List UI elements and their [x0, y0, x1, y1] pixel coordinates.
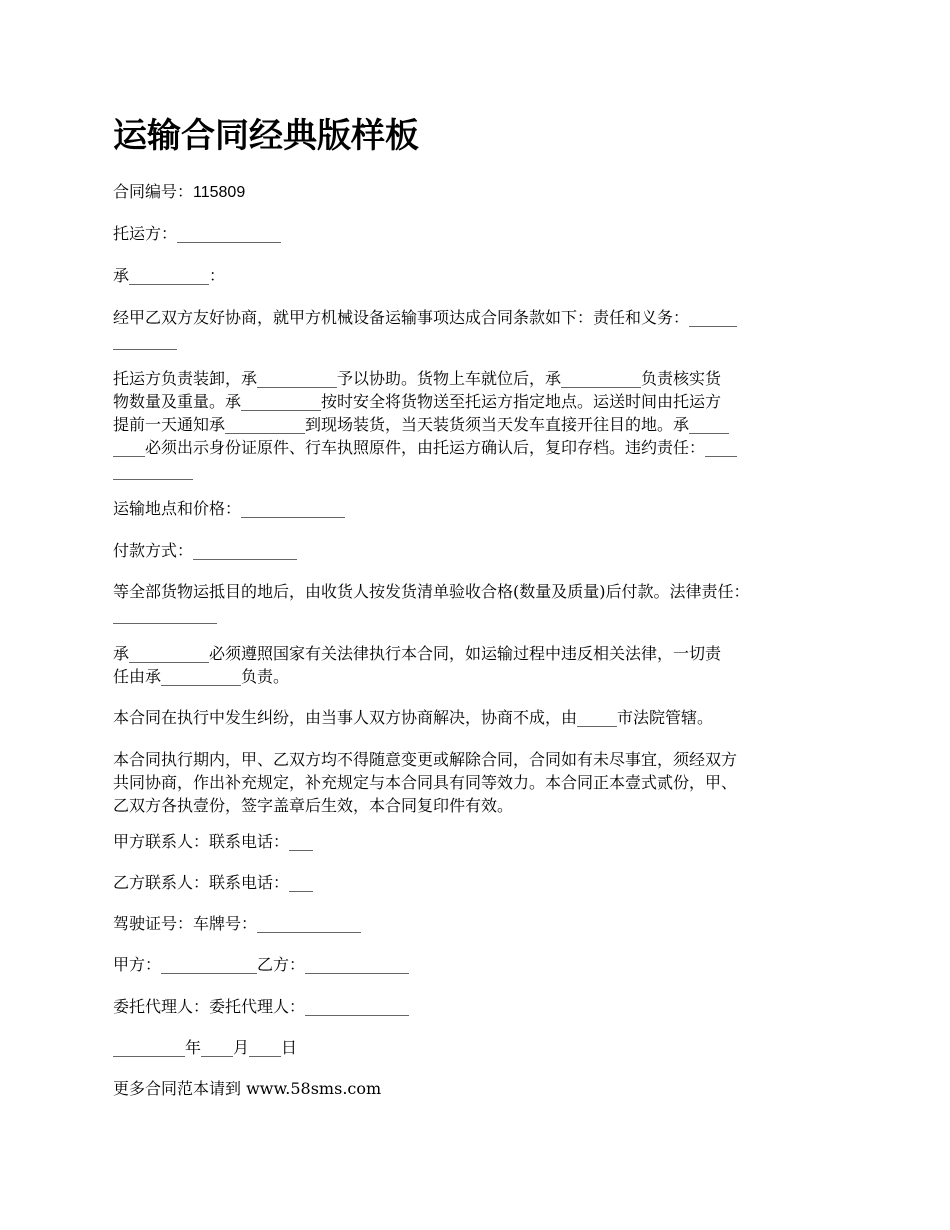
contract-number: [113, 180, 843, 204]
contract-number-label: 合同编号：: [113, 182, 194, 201]
carrier-line: 承__________：: [113, 266, 226, 285]
payment-terms-line: _____________: [113, 605, 217, 624]
payment-terms-line: 等全部货物运抵目的地后，由收货人按发货清单验收合格(数量及质量)后付款。法律责任：: [113, 582, 750, 601]
shipper-line: 托运方：_____________: [113, 224, 282, 243]
validity-paragraph: [113, 748, 843, 817]
legal-paragraph: [113, 642, 843, 688]
legal-line: 承__________必须遵照国家有关法律执行本合同，如运输过程中违反相关法律，一切责: [113, 644, 722, 663]
payment-method-line: 付款方式：_____________: [113, 541, 298, 560]
footer-line: 更多合同范本请到 www.58sms.com: [113, 1079, 382, 1098]
contract-number-value: 115809: [193, 184, 246, 201]
intro-line: 经甲乙双方友好协商，就甲方机械设备运输事项达成合同条款如下：责任和义务：______: [113, 308, 738, 327]
duties-line: ____必须出示身份证原件、行车执照原件，由托运方确认后，复印存档。违约责任：____: [113, 438, 738, 457]
duties-line: 物数量及重量。承__________按时安全将货物送至托运方指定地点。运送时间由托运方: [113, 392, 722, 411]
agents-line: 委托代理人：委托代理人：_____________: [113, 997, 410, 1016]
duties-line: __________: [113, 461, 193, 480]
validity-line: 乙双方各执壹份，签字盖章后生效，本合同复印件有效。: [113, 796, 514, 815]
dispute-line: 本合同在执行中发生纠纷，由当事人双方协商解决，协商不成，由_____市法院管辖。: [113, 708, 714, 727]
license-plate-line: 驾驶证号：车牌号：_____________: [113, 914, 362, 933]
location-price-line: 运输地点和价格：_____________: [113, 499, 346, 518]
duties-line: 提前一天通知承__________到现场装货，当天装货须当天发车直接开往目的地。承_____: [113, 415, 730, 434]
intro-line: ________: [113, 331, 177, 350]
payment-terms-paragraph: [113, 580, 843, 626]
intro-paragraph: [113, 306, 843, 352]
validity-line: 本合同执行期内，甲、乙双方均不得随意变更或解除合同，合同如有未尽事宜，须经双方: [113, 750, 738, 769]
validity-line: 共同协商，作出补充规定，补充规定与本合同具有同等效力。本合同正本壹式贰份，甲、: [113, 773, 738, 792]
date-line: _________年____月____日: [113, 1038, 298, 1057]
document-title: 运输合同经典版样板: [113, 116, 419, 156]
duties-line: 托运方负责装卸，承__________予以协助。货物上车就位后，承__________负责核实货: [113, 369, 722, 388]
duties-paragraph: [113, 367, 843, 482]
signatures-line: 甲方：____________乙方：_____________: [113, 955, 410, 974]
legal-line: 任由承__________负责。: [113, 667, 290, 686]
party-a-contact-line: 甲方联系人：联系电话：___: [113, 832, 314, 851]
party-b-contact-line: 乙方联系人：联系电话：___: [113, 873, 314, 892]
